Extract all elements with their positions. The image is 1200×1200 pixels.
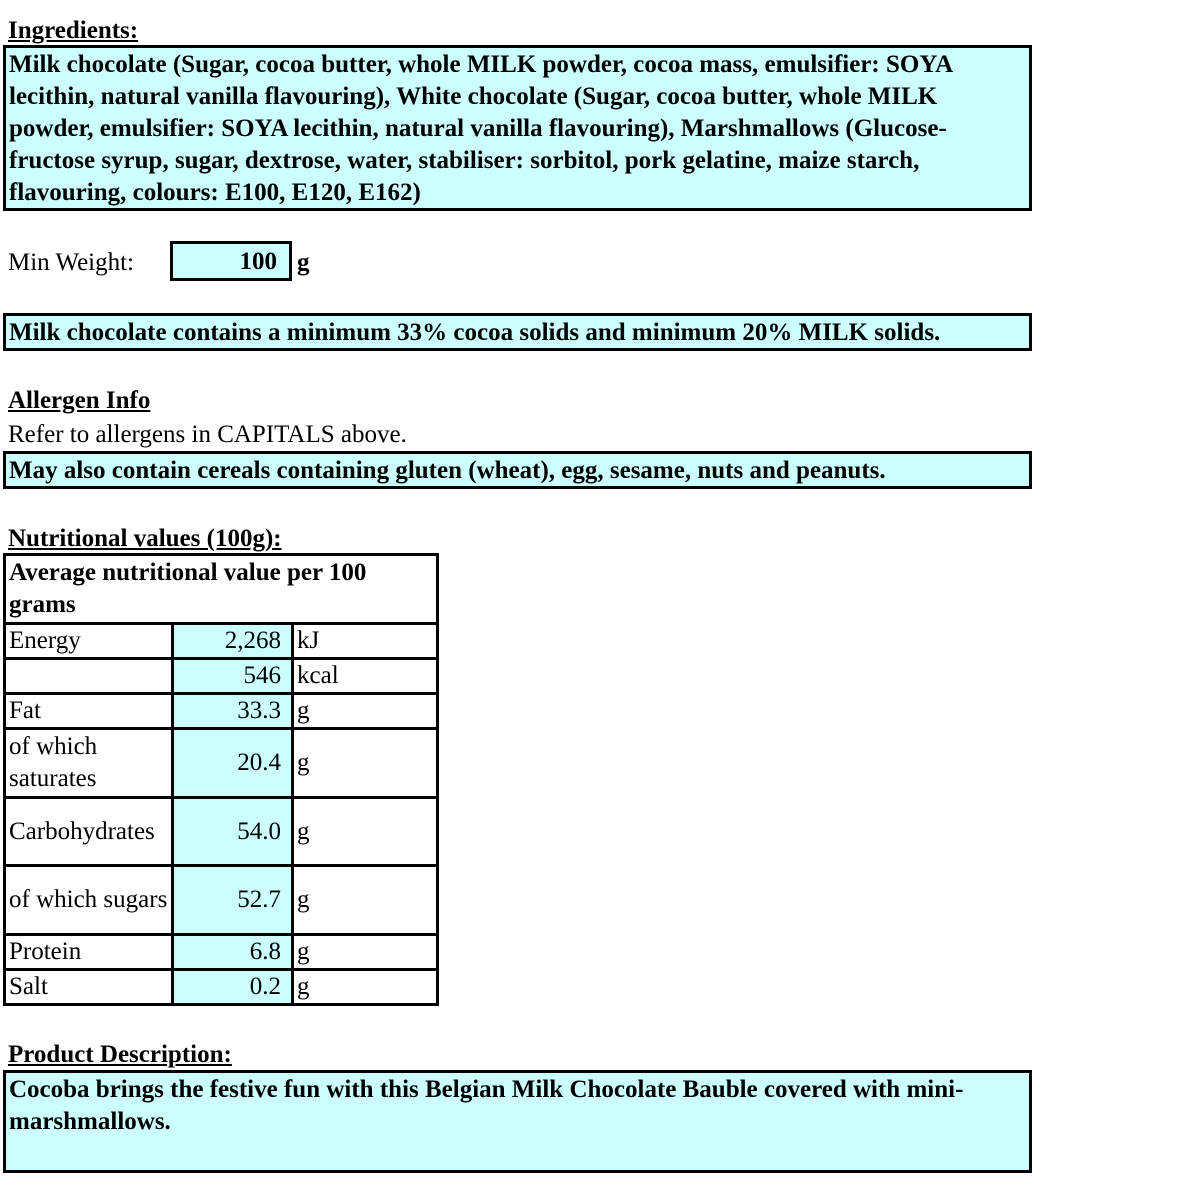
row-value: 2,268 — [173, 624, 293, 659]
row-value: 20.4 — [173, 729, 293, 798]
row-label: of which saturates — [5, 729, 173, 798]
row-value: 33.3 — [173, 694, 293, 729]
table-row — [5, 970, 438, 1005]
table-row — [5, 694, 438, 729]
table-row — [5, 798, 438, 866]
row-unit: g — [293, 798, 438, 866]
row-label: Carbohydrates — [5, 798, 173, 866]
description-text: Cocoba brings the festive fun with this Belgian Milk Chocolate Bauble covered with mini-marshmallows. — [3, 1070, 1032, 1173]
row-label: of which sugars — [5, 866, 173, 935]
ingredients-heading: Ingredients: — [8, 17, 139, 44]
table-row — [5, 659, 438, 694]
row-value: 6.8 — [173, 935, 293, 970]
row-unit: kcal — [293, 659, 438, 694]
allergen-refer: Refer to allergens in CAPITALS above. — [8, 421, 407, 448]
table-row — [5, 935, 438, 970]
min-weight-label: Min Weight: — [8, 249, 135, 276]
row-unit: g — [293, 970, 438, 1005]
may-contain-box: May also contain cereals containing gluten (wheat), egg, sesame, nuts and peanuts. — [3, 451, 1032, 489]
row-unit: g — [293, 694, 438, 729]
row-label: Salt — [5, 970, 173, 1005]
row-unit: g — [293, 935, 438, 970]
row-value: 52.7 — [173, 866, 293, 935]
min-weight-value: 100 — [170, 241, 292, 281]
row-label — [5, 659, 173, 694]
nutrition-table — [3, 553, 439, 1006]
description-heading: Product Description: — [8, 1041, 232, 1068]
row-value: 546 — [173, 659, 293, 694]
min-weight-unit: g — [297, 249, 310, 276]
row-label: Protein — [5, 935, 173, 970]
nutrition-heading: Nutritional values (100g): — [8, 525, 282, 552]
row-unit: kJ — [293, 624, 438, 659]
nutrition-table-header: Average nutritional value per 100 grams — [5, 555, 438, 624]
row-value: 0.2 — [173, 970, 293, 1005]
row-label: Fat — [5, 694, 173, 729]
row-label: Energy — [5, 624, 173, 659]
cocoa-note: Milk chocolate contains a minimum 33% cocoa solids and minimum 20% MILK solids. — [3, 313, 1032, 351]
row-value: 54.0 — [173, 798, 293, 866]
row-unit: g — [293, 729, 438, 798]
table-row — [5, 866, 438, 935]
table-row — [5, 624, 438, 659]
table-row — [5, 729, 438, 798]
row-unit: g — [293, 866, 438, 935]
allergen-heading: Allergen Info — [8, 387, 151, 414]
ingredients-text: Milk chocolate (Sugar, cocoa butter, whole MILK powder, cocoa mass, emulsifier: SOYA lecithin, natural vanilla flavouring), White chocolate (Sugar, cocoa butter, whole MILK powder, emulsifier: SOYA lecithin, natural vanilla flavouring), Marshmallows (Glucose-fructose syrup, sugar, dextrose, water, stabiliser: sorbitol, pork gelatine, maize starch, flavouring, colours: E100, E120, E162) — [3, 45, 1032, 211]
